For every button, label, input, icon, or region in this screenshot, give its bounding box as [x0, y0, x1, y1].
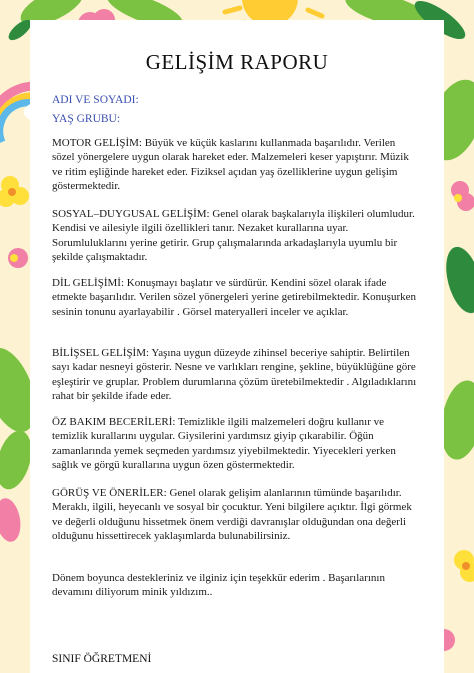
opinions-suggestions-section: GÖRÜŞ VE ÖNERİLER: Genel olarak gelişim alanlarının tümünde başarılıdır. Meraklı, ilgili, heyecanlı ve sosyal bir çocuktur. Yeni bilgilere açıktır. İlgi görmek ve değerli olduğunu hissetmek önem verdiği davranışlar olduğundan ona değerli olduğunu hissettirecek yaklaşımlarda bulunabilirsiniz.	[52, 487, 412, 542]
cognitive-development-section: BİLİŞSEL GELİŞİM: Yaşına uygun düzeyde zihinsel beceriye sahiptir. Belirtilen sayı kadar nesneyi gösterir. Nesne ve varlıkları rengine, şekline, büyüklüğüne göre eşleştirir ve gruplar. Problem durumlarına çözüm üretebilmektedir . Algıladıklarını rahat bir şekilde ifade eder.	[52, 347, 417, 402]
flower-icon	[0, 176, 29, 268]
name-label: ADI VE SOYADI:	[52, 94, 139, 106]
language-development-section: DİL GELİŞİMİ: Konuşmayı başlatır ve sürdürür. Kendini sözel olarak ifade etmekte başarılıdır. Verilen sözel yönergeleri yerine getirebilmektedir. Konuşurken sesinin tonunu ayarlayabilir . Görsel materyalleri inceler ve açıklar.	[52, 277, 417, 318]
page-title: GELİŞİM RAPORU	[145, 50, 329, 74]
social-emotional-section: SOSYAL–DUYGUSAL GELİŞİM: Genel olarak başkalarıyla ilişkileri olumludur. Kendisi ve ailesiyle ilgili özellikleri tanır. Nezaket kurallarına uyar. Sorumluluklarını yerine getirir. Grup çalışmalarında arkadaşlarıyla uyumlu bir şekilde çalışmaktadır.	[52, 208, 415, 263]
closing-note: Dönem boyunca destekleriniz ve ilginiz için teşekkür ederim . Başarılarının devamını diliyorum minik yıldızım..	[52, 572, 385, 599]
age-group-label: YAŞ GRUBU:	[52, 113, 121, 125]
self-care-section: ÖZ BAKIM BECERİLERİ: Temizlikle ilgili malzemeleri doğru kullanır ve temizlik kurallarını uygular. Giysilerini yardımsız giyip çıkarabilir. Öğün zamanlarında yemek seçmeden yardımsız yiyebilmektedir. Yiyecekleri yerken sağlık ve görgü kurallarına uygun özen göstermektedir.	[52, 416, 396, 471]
motor-development-section: MOTOR GELİŞİM: Büyük ve küçük kaslarını kullanmada başarılıdır. Verilen sözel yönergelere uygun olarak hareket eder. Malzemeleri keser yapıştırır. Müzik ve ritim eşliğinde hareket eder. Fiziksel açıdan yaş özelliklerine uygun gelişim göstermektedir.	[52, 137, 409, 192]
teacher-signature-label: SINIF ÖĞRETMENİ	[52, 653, 152, 665]
